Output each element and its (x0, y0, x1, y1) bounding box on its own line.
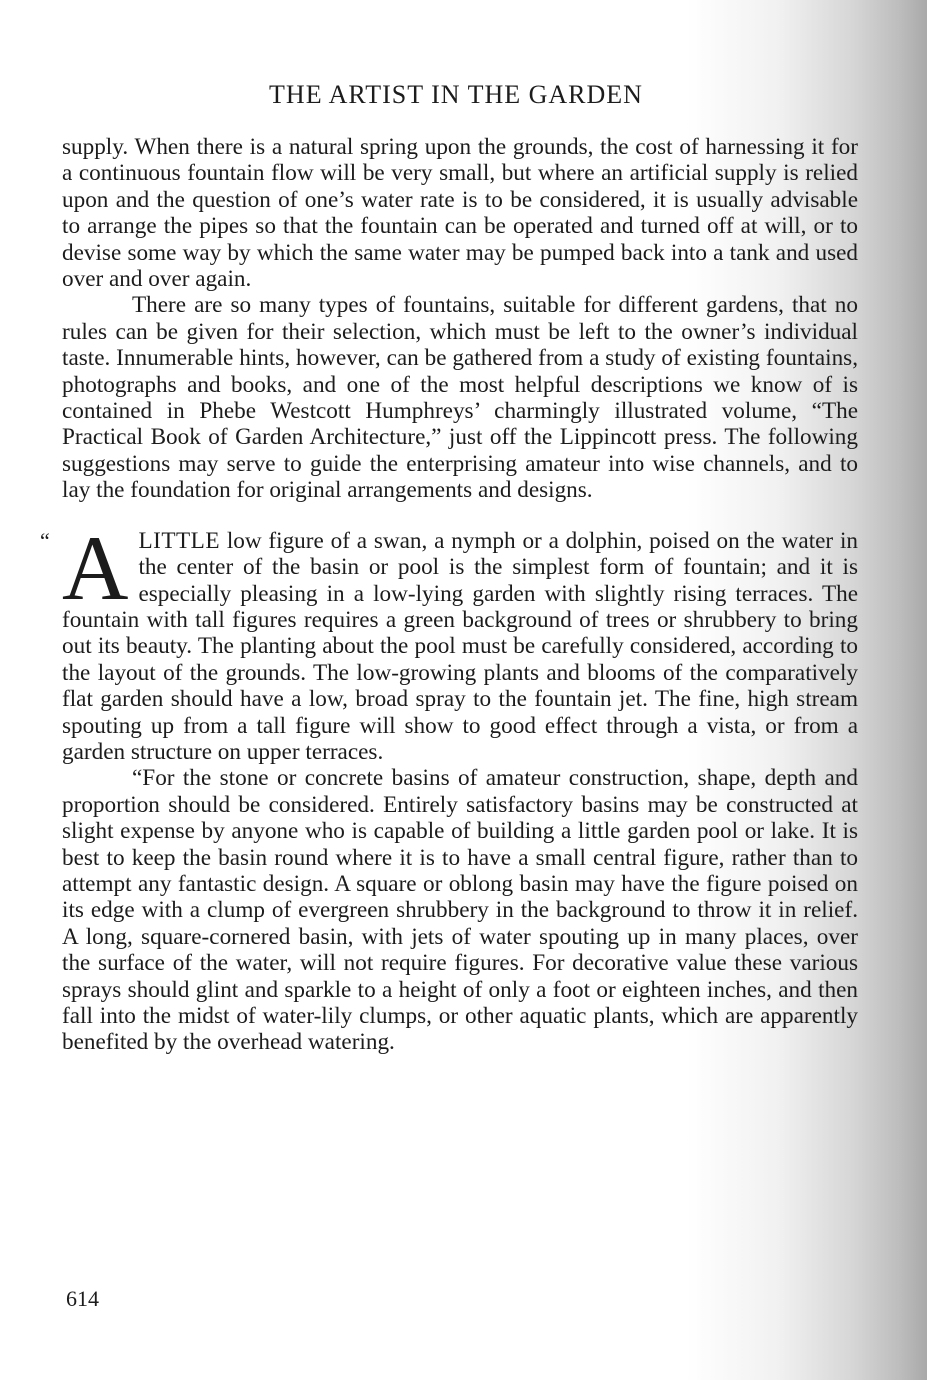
section-break (62, 504, 858, 528)
running-head: THE ARTIST IN THE GARDEN (269, 80, 643, 109)
body-text (40, 134, 858, 1056)
quoted-passage (40, 516, 858, 1056)
opening-quote-mark: “ (40, 527, 50, 553)
page-number: 614 (66, 1286, 99, 1311)
paragraph-little-figure (62, 516, 858, 766)
paragraph-basins: “For the stone or concrete basins of amateur construction, shape, depth and proportion should be considered. Entirely satisfactory basins may be constructed at slight expense by anyone who is capable of building a little garden pool or lake. It is best to keep the basin round where it is to have a small central figure, rather than to attempt any fantastic design. A square or oblong basin may have the figure poised on its edge with a clump of evergreen shrubbery in the background to throw it in relief. A long, square-cornered basin, with jets of water spouting up in many places, over the surface of the water, will not require figures. For decorative value these various sprays should glint and sparkle to a height of only a foot or eighteen inches, and then fall into the midst of water-lily clumps, or other aquatic plants, which are apparently benefited by the overhead watering. (62, 765, 858, 1056)
drop-cap: A (62, 516, 129, 619)
lead-word: LITTLE (138, 527, 220, 554)
paragraph-fountain-types: There are so many types of fountains, suitable for different gardens, that no rules can be given for their selection, which must be left to the owner’s individual taste. Innumerable hints, however, can be gathered from a study of existing fountains, photographs and books, and one of the most helpful descriptions we know of is contained in Phebe Westcott Humphreys’ charmingly illustrated volume, “The Practical Book of Garden Architecture,” just off the Lippincott press. The following suggestions may serve to guide the enterprising amateur into wise channels, and to lay the foundation for original arrangements and designs. (62, 292, 858, 504)
paragraph-little-figure-text: low figure of a swan, a nymph or a dolphin, poised on the water in the center of the basin or pool is the simplest form of fountain; and it is especially pleasing in a low-lying garden with slightly rising terraces. The fountain with tall figures requires a green background of trees or shrubbery to bring out its beauty. The planting about the pool must be carefully considered, according to the layout of the grounds. The low-growing plants and blooms of the comparatively flat garden should have a low, broad spray to the fountain jet. The fine, high stream spouting up from a tall figure will show to good effect through a vista, or from a garden structure on upper terraces. (62, 527, 858, 765)
paragraph-supply: supply. When there is a natural spring upon the grounds, the cost of harnessing it for a continuous fountain flow will be very small, but where an artificial supply is relied upon and the question of one’s water rate is to be considered, it is usually advisable to arrange the pipes so that the fountain can be operated and turned off at will, or to devise some way by which the same water may be pumped back into a tank and used over and over again. (62, 134, 858, 293)
